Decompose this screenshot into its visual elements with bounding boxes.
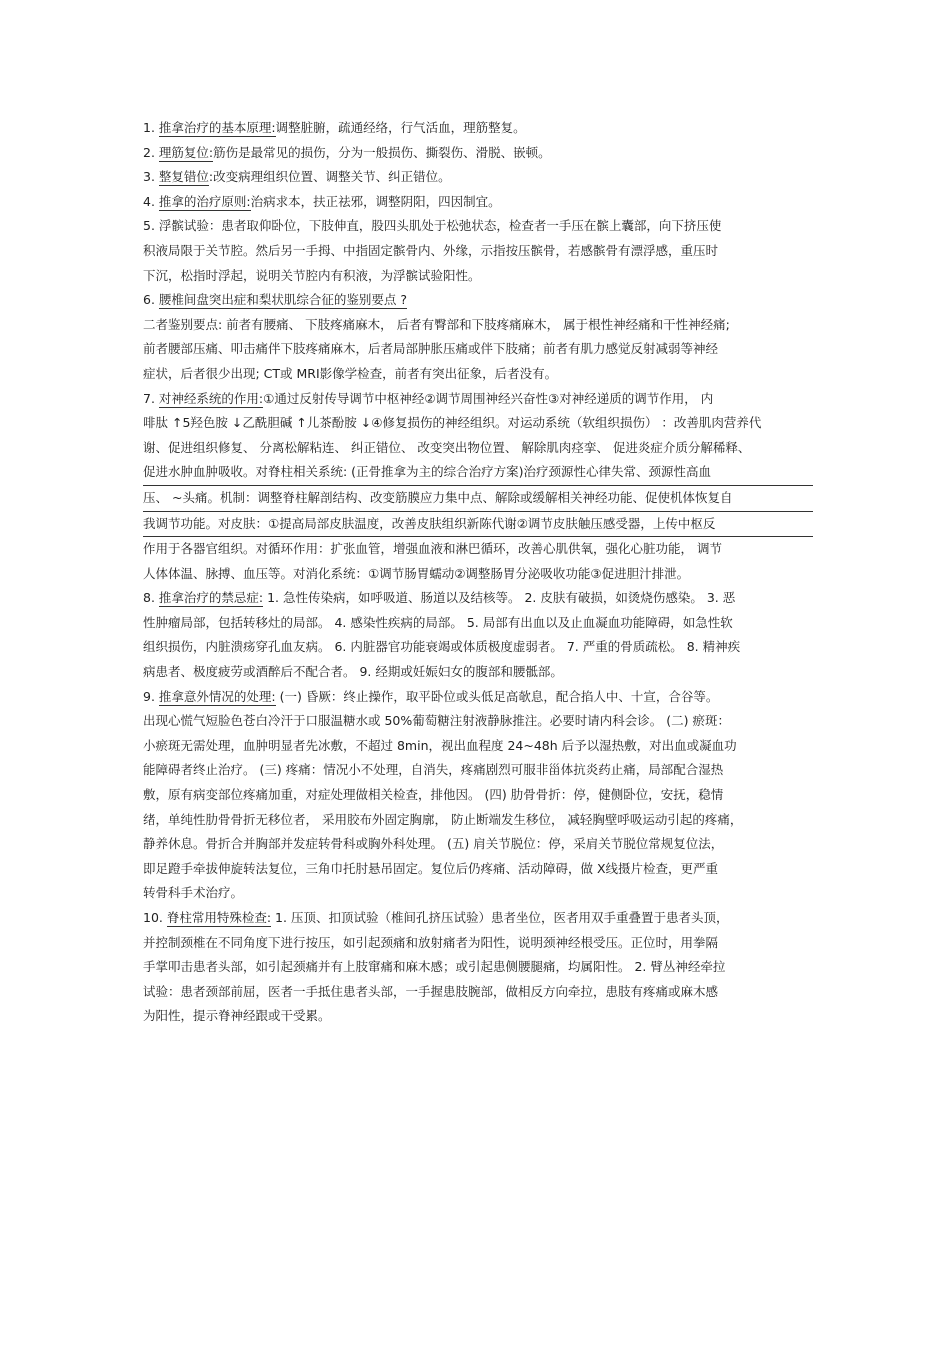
- line-text: 前者腰部压痛、叩击痛伴下肢疼痛麻木，后者局部肿胀压痛或伴下肢痛；前者有肌力感觉反射减弱等神经: [143, 341, 719, 357]
- line-text: 组织损伤，内脏溃疡穿孔血友病。 6. 内脏器官功能衰竭或体质极度虚弱者。 7. 严重的骨质疏松。 8. 精神疾: [143, 639, 741, 655]
- line-text: 转骨科手术治疗。: [143, 885, 244, 901]
- text-line: [143, 116, 813, 141]
- document-page: [143, 116, 813, 1029]
- text-line: [143, 709, 813, 734]
- line-text: 能障碍者终止治疗。 (三) 疼痛：情况小不处理，自消失，疼痛剧烈可服非甾体抗炎药止痛，局部配合湿热: [143, 762, 724, 778]
- line-text: 即足蹬手牵拔伸旋转法复位，三角巾托肘悬吊固定。复位后仍疼痛、活动障碍，做 X线摄片检查，更严重: [143, 860, 719, 876]
- text-line: [143, 808, 813, 833]
- text-line: [143, 881, 813, 906]
- text-line: [143, 537, 813, 562]
- item-number: 8.: [143, 590, 159, 606]
- text-line: [143, 387, 813, 412]
- text-line: [143, 906, 813, 931]
- item-number: 10.: [143, 910, 167, 925]
- line-text: 治病求本，扶正祛邪，调整阴阳，四因制宜。: [250, 193, 501, 209]
- underlined-heading: 脊柱常用特殊检查:: [166, 910, 272, 925]
- line-text: 敷，原有病变部位疼痛加重，对症处理做相关检查，排他因。 (四) 肋骨骨折：停，健侧卧位，安抚，稳情: [143, 787, 724, 803]
- line-text: 浮髌试验：患者取仰卧位，下肢伸直，股四头肌处于松弛状态，检查者一手压在髌上囊部，向下挤压使: [158, 218, 722, 234]
- line-text: 压、 ~头痛。机制：调整脊柱解剖结构、改变筋膜应力集中点、解除或缓解相关神经功能、促使机体恢复自: [143, 489, 733, 505]
- text-line: [143, 190, 813, 215]
- text-line: [143, 931, 813, 956]
- line-text: 静养休息。骨折合并胸部并发症转骨科或胸外科处理。 (五) 肩关节脱位：停，采肩关节脱位常规复位法，: [143, 836, 724, 852]
- line-text: 性肿瘤局部，包括转移灶的局部。 4. 感染性疾病的局部。 5. 局部有出血以及止血凝血功能障碍，如急性软: [143, 614, 733, 630]
- text-line: [143, 857, 813, 882]
- line-text: 筋伤是最常见的损伤，分为一般损伤、撕裂伤、滑脱、嵌顿。: [213, 144, 551, 160]
- line-text: (一) 昏厥：终止操作，取平卧位或头低足高欹息，配合掐人中、十宣，合谷等。: [275, 688, 719, 704]
- document-body: [143, 116, 813, 1029]
- text-line: [143, 660, 813, 685]
- text-line: [143, 955, 813, 980]
- text-line: [143, 313, 813, 338]
- text-line: [143, 980, 813, 1005]
- text-line: [143, 362, 813, 387]
- line-text: 症状，后者很少出现; CT或 MRI影像学检查，前者有突出征象，后者没有。: [143, 365, 558, 381]
- line-text: ①通过反射传导调节中枢神经②调节周围神经兴奋性③对神经递质的调节作用， 内: [263, 390, 714, 406]
- text-line: [143, 832, 813, 857]
- item-number: 2.: [143, 144, 159, 160]
- text-line: [143, 264, 813, 289]
- text-line: [143, 783, 813, 808]
- underlined-heading: 推拿治疗的基本原理:: [158, 120, 276, 135]
- text-line: [143, 337, 813, 362]
- line-text: 啡肽 ↑5羟色胺 ↓乙酰胆碱 ↑儿茶酚胺 ↓④修复损伤的神经组织。对运动系统（软组织损伤） ：改善肌肉营养代: [143, 415, 762, 431]
- text-line: [143, 586, 813, 611]
- text-line: [143, 239, 813, 264]
- text-line: [143, 460, 813, 486]
- line-text: 调整脏腑，疏通经络，行气活血，理筋整复。: [275, 120, 526, 135]
- line-text: 谢、促进组织修复、 分离松解粘连、 纠正错位、 改变突出物位置、 解除肌肉痉挛、 促进炎症介质分解稀释、: [143, 439, 751, 455]
- item-number: 7.: [143, 390, 159, 406]
- text-line: [143, 635, 813, 660]
- text-line: [143, 1004, 813, 1029]
- line-text: :改变病理组织位置、调整关节、纠正错位。: [208, 169, 451, 185]
- text-line: [143, 512, 813, 538]
- line-text: 二者鉴别要点: 前者有腰痛、 下肢疼痛麻木， 后者有臀部和下肢疼痛麻木， 属于根性神经痛和干性神经痛;: [143, 316, 730, 332]
- line-text: 作用于各器官组织。对循环作用：扩张血管，增强血液和淋巴循环，改善心肌供氧，强化心脏功能， 调节: [143, 541, 722, 557]
- item-number: 3.: [143, 169, 159, 185]
- line-text: 人体体温、脉搏、血压等。对消化系统：①调节肠胃蠕动②调整肠胃分泌吸收功能③促进胆汁排泄。: [143, 565, 690, 581]
- text-line: [143, 734, 813, 759]
- text-line: [143, 141, 813, 166]
- underlined-heading: 对神经系统的作用:: [158, 390, 264, 406]
- underlined-heading: 推拿的治疗原则:: [158, 193, 251, 209]
- line-text: 出现心慌气短脸色苍白冷汗于口服温糖水或 50%葡萄糖注射液静脉推注。必要时请内科会诊。 (二) 瘀斑：: [143, 713, 730, 729]
- line-text: 为阳性，提示脊神经跟或干受累。: [143, 1008, 331, 1024]
- line-text: 积液局限于关节腔。然后另一手拇、中指固定髌骨内、外缘，示指按压髌骨，若感髌骨有漂浮感，重压时: [143, 242, 719, 258]
- text-line: [143, 685, 813, 710]
- text-line: [143, 562, 813, 587]
- text-line: [143, 165, 813, 190]
- text-line: [143, 436, 813, 461]
- underlined-heading: 推拿治疗的禁忌症:: [158, 590, 264, 606]
- underlined-heading: 理筋复位:: [158, 144, 214, 160]
- underlined-heading: 整复错位: [158, 169, 209, 185]
- text-line: [143, 758, 813, 783]
- text-line: [143, 411, 813, 436]
- text-line: [143, 214, 813, 239]
- line-text: 并控制颈椎在不同角度下进行按压，如引起颈痛和放射痛者为阳性，说明颈神经根受压。正位时，用拳隔: [143, 934, 719, 950]
- line-text: 我调节功能。对皮肤：①提高局部皮肤温度，改善皮肤组织新陈代谢②调节皮肤触压感受器，上传中枢反: [143, 515, 716, 531]
- item-number: 4.: [143, 193, 159, 209]
- item-number: 6.: [143, 292, 159, 308]
- underlined-heading: 推拿意外情况的处理:: [158, 688, 276, 704]
- line-text: 绪，单纯性肋骨骨折无移位者， 采用胶布外固定胸廓， 防止断端发生移位， 减轻胸壁呼吸运动引起的疼痛，: [143, 811, 743, 827]
- text-line: [143, 486, 813, 512]
- line-text: 手掌叩击患者头部，如引起颈痛并有上肢窜痛和麻木感；或引起患侧腰腿痛，均属阳性。 2. 臂丛神经牵拉: [143, 959, 726, 975]
- text-line: [143, 611, 813, 636]
- line-text: 病患者、极度疲劳或酒醉后不配合者。 9. 经期或妊娠妇女的腹部和腰骶部。: [143, 664, 563, 680]
- text-line: [143, 288, 813, 313]
- line-text: 下沉，松指时浮起，说明关节腔内有积液，为浮髌试验阳性。: [143, 267, 481, 283]
- item-number: 5.: [143, 218, 159, 234]
- line-text: 小瘀斑无需处理，血肿明显者先冰敷，不超过 8min，视出血程度 24~48h 后予以湿热敷，对出血或凝血功: [143, 737, 737, 753]
- line-text: 促进水肿血肿吸收。对脊柱相关系统: (正骨推拿为主的综合治疗方案)治疗颈源性心律失常、颈源性高血: [143, 464, 711, 480]
- line-text: 试验：患者颈部前屈，医者一手抵住患者头部，一手握患肢腕部，做相反方向牵拉，患肢有疼痛或麻木感: [143, 983, 719, 999]
- item-number: 1.: [143, 120, 159, 135]
- line-text: 1. 急性传染病，如呼吸道、肠道以及结核等。 2. 皮肤有破损，如烫烧伤感染。 3. 恶: [263, 590, 736, 606]
- underlined-heading: 腰椎间盘突出症和梨状肌综合征的鉴别要点 ?: [158, 292, 408, 308]
- line-text: 1. 压顶、扣顶试验（椎间孔挤压试验）患者坐位，医者用双手重叠置于患者头顶，: [271, 910, 729, 925]
- item-number: 9.: [143, 688, 159, 704]
